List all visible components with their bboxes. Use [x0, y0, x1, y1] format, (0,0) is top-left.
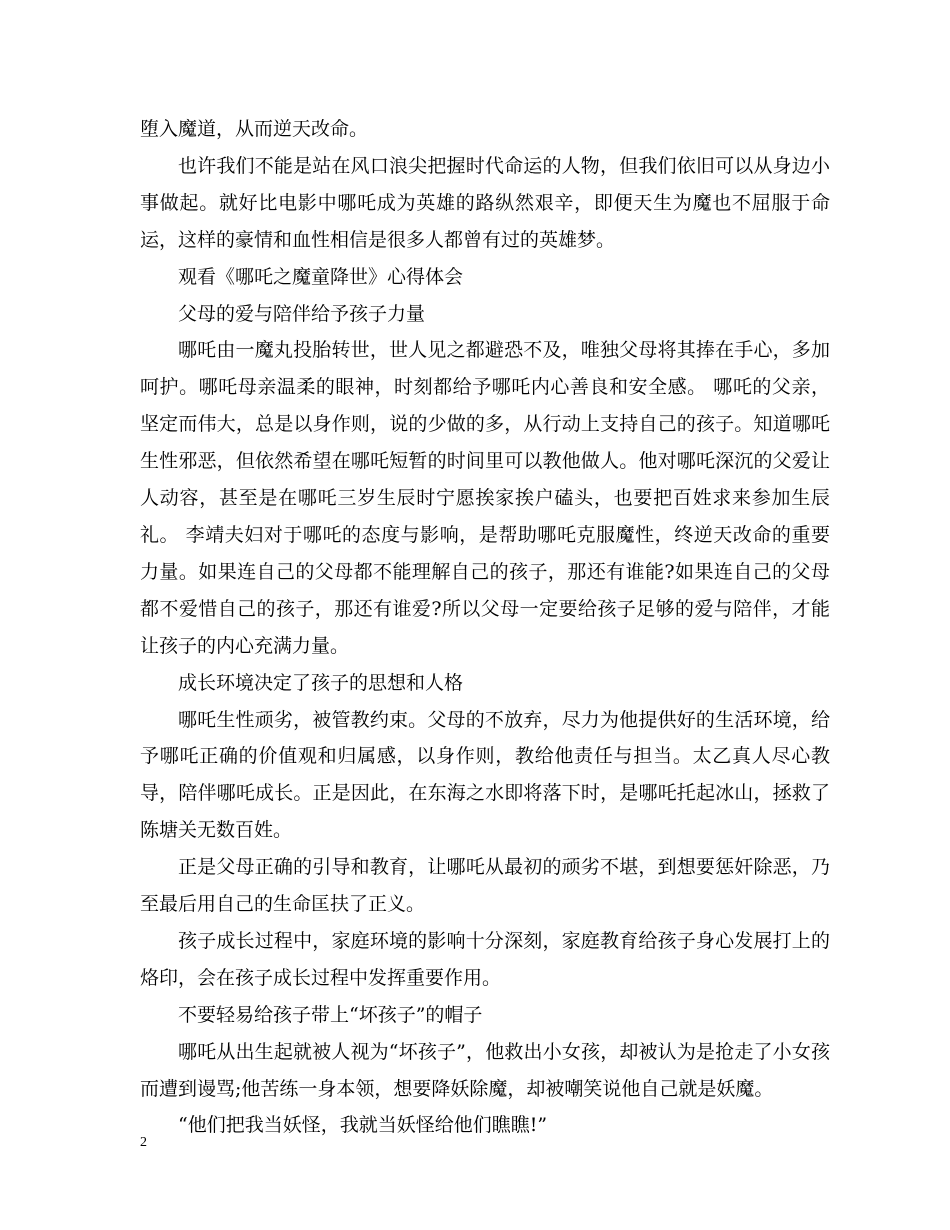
section-heading: 不要轻易给孩子带上“坏孩子”的帽子	[178, 1003, 483, 1026]
section-heading: 观看《哪吒之魔童降世》心得体会	[178, 265, 464, 288]
paragraph: 哪吒生性顽劣，被管教约束。父母的不放弃，尽力为他提供好的生活环境，给予哪吒正确的价值观和归属感，以身作则，教给他责任与担当。太乙真人尽心教导，陪伴哪吒成长。正是因此，在东海之水即将落下时，是哪吒托起冰山，拯救了陈塘关无数百姓。	[140, 708, 830, 842]
paragraph: 也许我们不能是站在风口浪尖把握时代命运的人物，但我们依旧可以从身边小事做起。就好比电影中哪吒成为英雄的路纵然艰辛，即便天生为魔也不屈服于命运，这样的豪情和血性相信是很多人都曾有过的英雄梦。	[140, 154, 830, 251]
paragraph: 孩子成长过程中，家庭环境的影响十分深刻，家庭教育给孩子身心发展打上的烙印，会在孩子成长过程中发挥重要作用。	[140, 929, 830, 989]
paragraph: 哪吒由一魔丸投胎转世，世人见之都避恐不及，唯独父母将其捧在手心，多加呵护。哪吒母亲温柔的眼神，时刻都给予哪吒内心善良和安全感。 哪吒的父亲，坚定而伟大，总是以身作则，说的少做的多，从行动上支持自己的孩子。知道哪吒生性邪恶，但依然希望在哪吒短暂的时间里可以教他做人。他对哪吒深沉的父爱让人动容，甚至是在哪吒三岁生辰时宁愿挨家挨户磕头，也要把百姓求来参加生辰礼。 李靖夫妇对于哪吒的态度与影响，是帮助哪吒克服魔性，终逆天改命的重要力量。如果连自己的父母都不能理解自己的孩子，那还有谁能?如果连自己的父母都不爱惜自己的孩子，那还有谁爱?所以父母一定要给孩子足够的爱与陪伴，才能让孩子的内心充满力量。	[140, 339, 830, 657]
quote-paragraph: “他们把我当妖怪，我就当妖怪给他们瞧瞧!”	[178, 1114, 548, 1137]
paragraph: 哪吒从出生起就被人视为“坏孩子”，他救出小女孩，却被认为是抢走了小女孩而遭到谩骂;他苦练一身本领，想要降妖除魔，却被嘲笑说他自己就是妖魔。	[140, 1040, 830, 1100]
page-number: 2	[140, 1135, 147, 1150]
paragraph: 堕入魔道，从而逆天改命。	[140, 118, 369, 140]
document-body	[140, 111, 830, 1144]
section-heading: 成长环境决定了孩子的思想和人格	[178, 671, 464, 694]
paragraph: 正是父母正确的引导和教育，让哪吒从最初的顽劣不堪，到想要惩奸除恶，乃至最后用自己的生命匡扶了正义。	[140, 856, 830, 916]
section-heading: 父母的爱与陪伴给予孩子力量	[178, 302, 426, 325]
